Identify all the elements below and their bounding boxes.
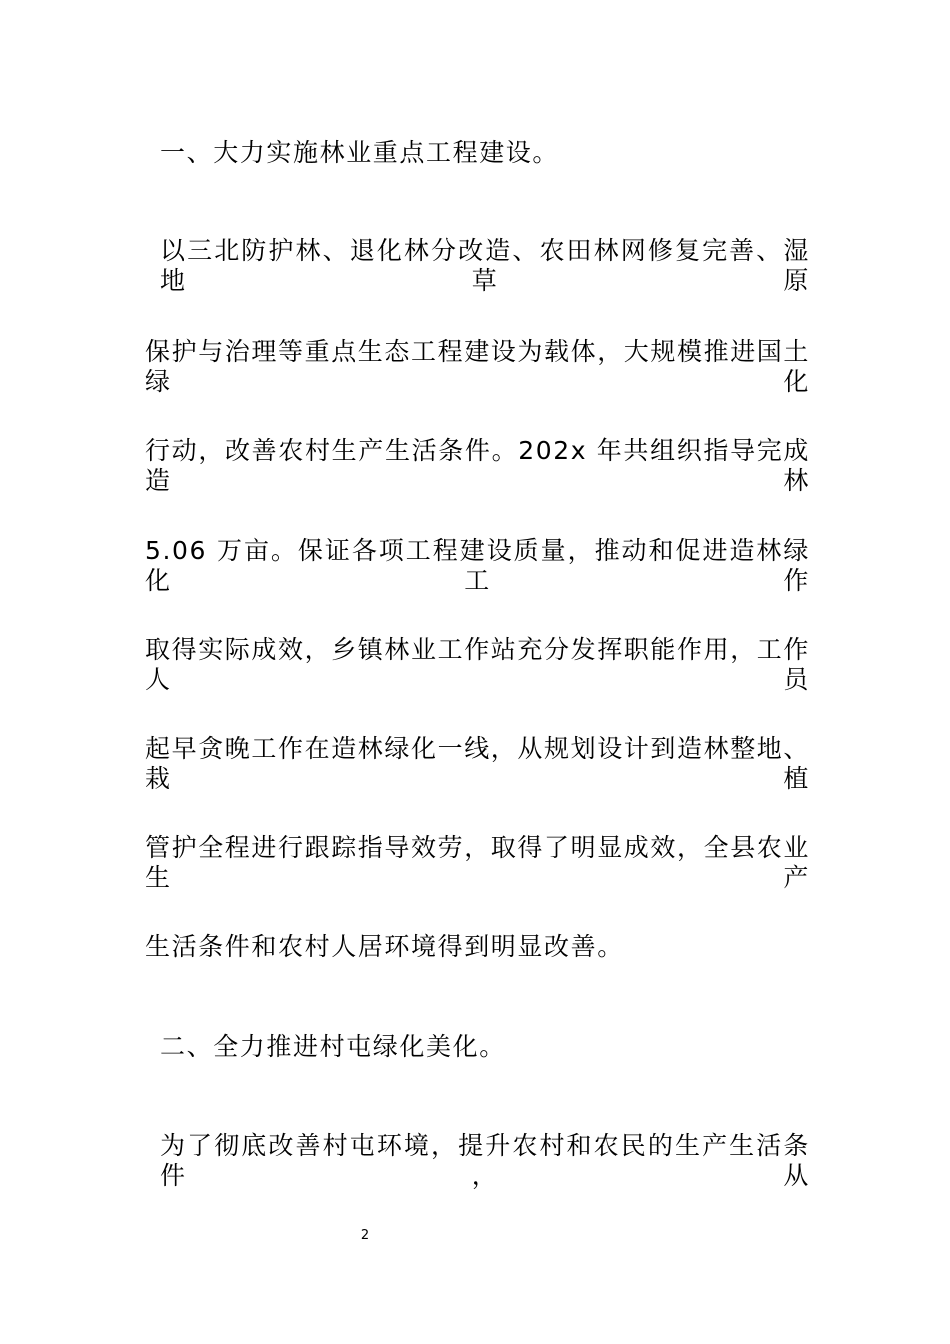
paragraph-line: 以三北防护林、退化林分改造、农田林网修复完善、湿地草原 — [160, 236, 810, 295]
paragraph-line: 为了彻底改善村屯环境，提升农村和农民的生产生活条件，从 — [160, 1131, 810, 1190]
section-heading: 一、大力实施林业重点工程建设。 — [160, 138, 560, 167]
paragraph-line: 行动，改善农村生产生活条件。202x 年共组织指导完成造林 — [145, 436, 810, 495]
paragraph-line: 起早贪晚工作在造林绿化一线，从规划设计到造林整地、栽植 — [145, 734, 811, 793]
page-number: 2 — [360, 1228, 370, 1243]
paragraph-line: 管护全程进行跟踪指导效劳，取得了明显成效，全县农业生产 — [145, 833, 811, 892]
paragraph-line: 5.06 万亩。保证各项工程建设质量，推动和促进造林绿化工作 — [145, 536, 810, 595]
paragraph-line: 取得实际成效，乡镇林业工作站充分发挥职能作用，工作人员 — [145, 635, 811, 694]
section-heading: 二、全力推进村屯绿化美化。 — [160, 1032, 506, 1061]
paragraph-line: 保护与治理等重点生态工程建设为载体，大规模推进国土绿化 — [145, 337, 811, 396]
paragraph-line: 生活条件和农村人居环境得到明显改善。 — [145, 932, 624, 961]
